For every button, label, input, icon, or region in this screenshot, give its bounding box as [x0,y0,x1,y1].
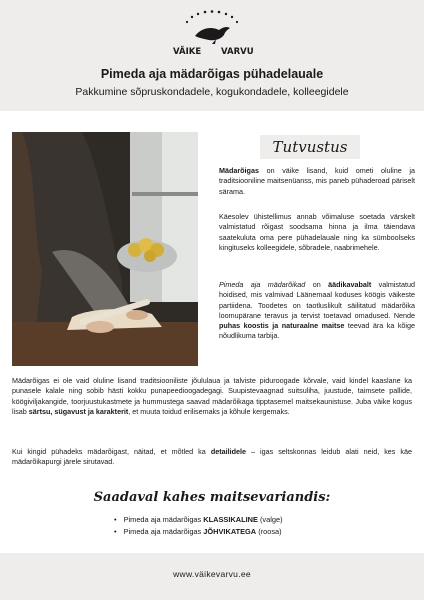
bird-logo-icon [171,8,253,58]
bold-span: JÕHVIKATEGA [203,526,257,536]
intro-paragraph-2: Käesolev ühistellimus annab võimaluse soetada värskelt valmistatud rõigast soodsama hinna ja ilma täiendava saatekuluta oma pere pühadelauale ning ka sümboolseks kingituseks kolleegidele, sõbradele, naabrimehele. [219,212,415,252]
text-span: on [305,280,329,289]
bold-span: äädikavabalt [328,280,372,289]
text-span: valmistatud hoidised, mis valmivad Läänemaal koduses köögis väikeste partiidena. Toodetes on taotluslikult säilitatud mädarõika loomupärane teravus ja tervist toetavad omadused. Nende [219,280,415,320]
website-link[interactable]: www.väikevarvu.ee [173,569,251,579]
intro-paragraph-1 [219,166,415,197]
text-span: (valge) [257,515,283,524]
bold-span: KLASSIKALINE [203,515,258,524]
bold-span: särtsu, sügavust ja karakterit [28,406,129,416]
bold-span: detailidele [210,447,246,456]
text-span: Kui kingid pühadeks mädarõigast, näitad, et mõtled ka [12,447,211,456]
text-span: Pimeda aja mädarõigas [123,526,204,536]
product-name-italic: Pimeda aja mädarõikad [219,280,306,289]
list-item [114,514,283,526]
page-title: Pimeda aja mädarõigas pühadelauale [100,67,324,81]
section-title: Tutvustus [272,138,348,156]
footer-band [0,553,424,600]
text-span: Pimeda aja mädarõigas [123,515,204,524]
body-paragraph-1 [12,376,412,417]
section-title-box [260,135,360,159]
text-span: (roosa) [256,526,282,536]
header-band [0,0,424,111]
text-span: , et muuta toidud erilisemaks ja kõhule kergemaks. [128,406,290,416]
text-span: – igas seltskonnas leidub alati neid, kes käe mädarõikapurgi järele sirutavad. [12,447,413,467]
kitchen-photo [12,132,198,366]
variants-heading: Saadaval kahes maitsevariandis: [93,490,331,505]
intro-text: on väike lisand, kuid ometi oluline ja traditsiooniline maitsenüanss, mis paneb pühaderoad päriselt särama. [219,166,415,196]
logo-text-right: VARVU [221,47,253,57]
list-item [114,526,283,538]
variants-list [114,514,283,537]
page-subtitle: Pakkumine sõpruskondadele, kogukondadele, kolleegidele [75,86,349,98]
body-paragraph-2 [12,447,412,468]
brand-logo [171,8,253,58]
logo-text-left: VÄIKE [173,47,202,57]
intro-paragraph-3 [219,280,415,342]
text-span: Mädarõigas ei ole vaid oluline lisand traditsiooniliste jõululaua ja talviste piduroogade kõrvale, vaid kindel kaaslane ka punasele kalale ning sobib hästi kokku punapeedioogadegagi. Suupistevaagnad suitsuliha, juustude, taimsete pallide, köögiviljakangide, toorjuustukastmete ja hummustega saavad mädarõikaga tipptasemel maitsekaunistuse. Juba väike kogus lisab [12,376,412,416]
bold-span: puhas koostis ja naturaalne maitse [219,321,345,331]
intro-bold: Mädarõigas [219,166,259,175]
text-span: teevad ära ka kõige nõudlikuma tarbija. [219,321,416,341]
